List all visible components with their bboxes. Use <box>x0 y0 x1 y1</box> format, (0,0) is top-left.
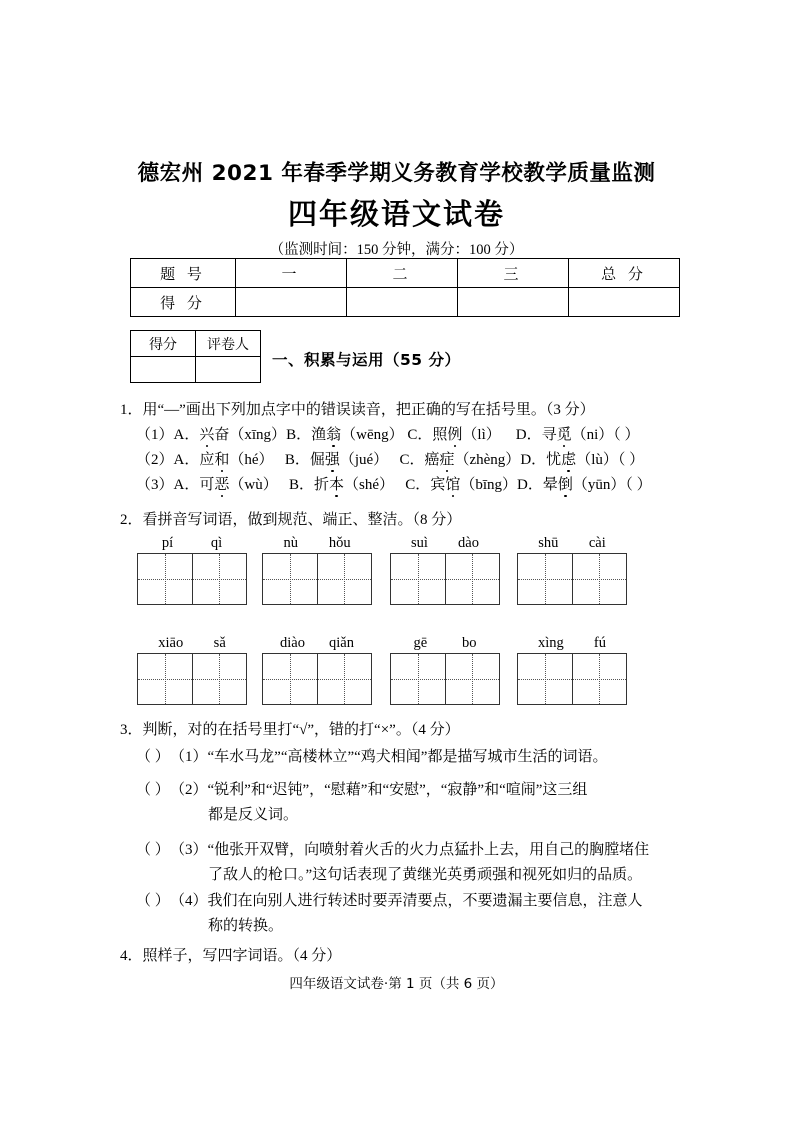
answer-blank[interactable]: （ ） <box>617 452 645 468</box>
writing-cell[interactable] <box>317 554 372 604</box>
item-text: “他张开双臂，向喷射着火舌的火力点猛扑上去，用自己的胸膛堵住 <box>207 842 650 858</box>
pinyin-group <box>517 633 627 705</box>
question-1-item-1 <box>136 423 640 448</box>
dotted-char: 兴 <box>199 427 215 443</box>
pinyin-syllable: qiǎn <box>329 635 354 651</box>
pinyin-grid-row-2 <box>0 633 793 713</box>
writing-grid[interactable] <box>390 553 500 605</box>
score-table-total-label: 总 分 <box>569 259 680 288</box>
option-label: B． <box>286 427 312 443</box>
dotted-char: 倒 <box>557 477 573 493</box>
pinyin-syllable: xiāo <box>158 635 184 651</box>
pinyin-syllable: dào <box>458 535 479 551</box>
dotted-char: 例 <box>447 427 463 443</box>
judge-blank[interactable]: （ ） <box>136 782 170 798</box>
pinyin-group <box>390 633 500 705</box>
question-1-stem: 1．用“—”画出下列加点字中的错误读音，把正确的写在括号里。（3 分） <box>120 402 595 418</box>
writing-cell[interactable] <box>192 554 247 604</box>
option-pinyin: （lù） <box>576 452 618 468</box>
option-word: 应 <box>199 452 215 468</box>
option-pinyin: （ni） <box>571 427 614 443</box>
option-pinyin: （wēng） <box>341 427 404 443</box>
writing-grid[interactable] <box>137 653 247 705</box>
option-pinyin: （lì） <box>462 427 501 443</box>
writing-grid[interactable] <box>137 553 247 605</box>
pinyin-syllable: pí <box>161 535 174 551</box>
dotted-char: 强 <box>324 452 340 468</box>
writing-cell[interactable] <box>192 654 247 704</box>
item-number: （3） <box>170 842 208 858</box>
pinyin-syllable: cài <box>588 535 606 551</box>
scorer-box <box>130 330 261 383</box>
option-word: 可 <box>199 477 215 493</box>
pinyin-syllable: qì <box>210 535 223 551</box>
item-number: （1） <box>136 427 174 443</box>
writing-cell[interactable] <box>445 554 500 604</box>
pinyin-group <box>517 533 627 605</box>
judge-blank[interactable]: （ ） <box>136 893 170 909</box>
score-table <box>130 258 680 317</box>
option-word: 晕 <box>542 477 558 493</box>
pinyin-label <box>517 633 627 653</box>
writing-cell[interactable] <box>138 654 192 704</box>
option-pinyin: （xīng） <box>229 427 287 443</box>
page-footer: 四年级语文试卷·第 1 页（共 6 页） <box>289 976 504 992</box>
scorer-box-marker-label: 评卷人 <box>196 331 261 357</box>
option-label: A． <box>173 427 200 443</box>
option-label: D． <box>517 477 543 493</box>
option-word: 渔 <box>311 427 327 443</box>
score-table-row-label: 题 号 <box>131 259 236 288</box>
question-1-item-2 <box>136 448 644 473</box>
option-pinyin: （wù） <box>229 477 278 493</box>
option-word: 照 <box>432 427 448 443</box>
item-text-cont: 了敌人的枪口。”这句话表现了黄继光英勇顽强和视死如归的品质。 <box>208 867 643 883</box>
judge-blank[interactable]: （ ） <box>136 749 170 765</box>
option-word: 癌 <box>424 452 440 468</box>
table-row <box>131 288 680 317</box>
judge-blank[interactable]: （ ） <box>136 842 170 858</box>
question-3-item-3 <box>136 838 649 888</box>
writing-grid[interactable] <box>262 553 372 605</box>
dotted-char: 本 <box>329 477 345 493</box>
pinyin-syllable: nù <box>283 535 298 551</box>
item-text: “锐利”和“迟钝”，“慰藉”和“安慰”，“寂静”和“喧闹”这三组 <box>207 782 588 798</box>
dotted-char: 觅 <box>556 427 572 443</box>
scorer-box-score-label: 得分 <box>131 331 196 357</box>
question-3-item-4 <box>136 889 643 939</box>
pinyin-syllable: suì <box>411 535 428 551</box>
pinyin-syllable: sǎ <box>213 635 226 651</box>
pinyin-group <box>137 633 247 705</box>
pinyin-label <box>262 633 372 653</box>
table-row <box>131 331 261 357</box>
option-pinyin: （zhèng） <box>454 452 521 468</box>
page-title: 德宏州 2021 年春季学期义务教育学校教学质量监测 <box>137 161 656 186</box>
pinyin-group <box>262 533 372 605</box>
writing-cell[interactable] <box>518 554 572 604</box>
pinyin-label <box>390 533 500 553</box>
item-text-cont: 都是反义词。 <box>208 807 299 823</box>
option-label: A． <box>173 452 200 468</box>
pinyin-syllable: xìng <box>538 635 564 651</box>
option-label: B． <box>284 452 310 468</box>
option-word: 奋 <box>214 427 230 443</box>
option-label: A． <box>173 477 200 493</box>
writing-cell[interactable] <box>317 654 372 704</box>
question-3-item-1 <box>136 745 607 770</box>
score-table-col-2: 二 <box>347 259 458 288</box>
item-number: （1） <box>170 749 208 765</box>
option-word: 寻 <box>541 427 557 443</box>
item-text-cont: 称的转换。 <box>208 918 284 934</box>
writing-cell[interactable] <box>572 554 627 604</box>
question-3-item-2 <box>136 778 587 828</box>
pinyin-syllable: fú <box>593 635 606 651</box>
writing-cell[interactable] <box>263 554 317 604</box>
question-1-item-3 <box>136 473 652 498</box>
option-pinyin: （yūn） <box>572 477 626 493</box>
option-pinyin: （jué） <box>339 452 389 468</box>
option-label: C． <box>407 427 433 443</box>
option-label: C． <box>399 452 425 468</box>
option-label: C． <box>405 477 431 493</box>
score-cell-total[interactable] <box>569 288 680 317</box>
exam-meta: （监测时间：150 分钟，满分：100 分） <box>269 242 524 258</box>
pinyin-label <box>390 633 500 653</box>
dotted-char: 虑 <box>561 452 577 468</box>
section-heading: 一、积累与运用（55 分） <box>272 351 461 369</box>
dotted-char: 翁 <box>326 427 342 443</box>
pinyin-syllable: diào <box>280 635 305 651</box>
pinyin-syllable: shū <box>538 535 559 551</box>
dotted-char: 和 <box>214 452 230 468</box>
pinyin-syllable: gē <box>413 635 428 651</box>
score-table-col-3: 三 <box>458 259 569 288</box>
writing-cell[interactable] <box>572 654 627 704</box>
scorer-box-marker-cell[interactable] <box>196 357 261 383</box>
pinyin-label <box>517 533 627 553</box>
dotted-char: 馆 <box>445 477 461 493</box>
option-word: 忧 <box>546 452 562 468</box>
answer-blank[interactable]: （ ） <box>613 427 640 443</box>
item-number: （4） <box>170 893 208 909</box>
score-cell-1[interactable] <box>236 288 347 317</box>
writing-grid[interactable] <box>517 653 627 705</box>
item-text: 我们在向别人进行转述时要弄清要点，不要遗漏主要信息，注意人 <box>207 893 643 909</box>
question-4-stem: 4．照样子，写四字词语。（4 分） <box>120 948 342 964</box>
score-cell-2[interactable] <box>347 288 458 317</box>
pinyin-group <box>137 533 247 605</box>
score-table-col-1: 一 <box>236 259 347 288</box>
writing-grid[interactable] <box>262 653 372 705</box>
pinyin-label <box>262 533 372 553</box>
answer-blank[interactable]: （ ） <box>625 477 652 493</box>
score-cell-3[interactable] <box>458 288 569 317</box>
option-label: D． <box>515 427 542 443</box>
item-number: （2） <box>170 782 208 798</box>
dotted-char: 恶 <box>214 477 230 493</box>
writing-cell[interactable] <box>391 654 445 704</box>
pinyin-group <box>262 633 372 705</box>
pinyin-grid-row-1 <box>0 533 793 613</box>
option-word: 宾 <box>430 477 446 493</box>
writing-cell[interactable] <box>518 654 572 704</box>
writing-cell[interactable] <box>263 654 317 704</box>
pinyin-syllable: bo <box>462 635 477 651</box>
option-word: 折 <box>314 477 330 493</box>
scorer-box-score-cell[interactable] <box>131 357 196 383</box>
pinyin-syllable: hǒu <box>328 535 351 551</box>
option-pinyin: （bīng） <box>460 477 517 493</box>
question-3-stem: 3．判断，对的在括号里打“√”，错的打“×”。（4 分） <box>120 722 460 738</box>
item-number: （3） <box>136 477 174 493</box>
pinyin-label <box>137 533 247 553</box>
item-text: “车水马龙”“高楼林立”“鸡犬相闻”都是描写城市生活的词语。 <box>207 749 608 765</box>
option-pinyin: （shé） <box>344 477 395 493</box>
question-2-stem: 2．看拼音写词语，做到规范、端正、整洁。（8 分） <box>120 512 462 528</box>
pinyin-group <box>390 533 500 605</box>
pinyin-label <box>137 633 247 653</box>
table-row <box>131 259 680 288</box>
dotted-char: 症 <box>439 452 455 468</box>
option-word: 倔 <box>309 452 325 468</box>
item-number: （2） <box>136 452 174 468</box>
writing-cell[interactable] <box>138 554 192 604</box>
writing-grid[interactable] <box>390 653 500 705</box>
table-row <box>131 357 261 383</box>
option-label: D． <box>520 452 547 468</box>
writing-cell[interactable] <box>391 554 445 604</box>
writing-cell[interactable] <box>445 654 500 704</box>
score-table-row-label-2: 得 分 <box>131 288 236 317</box>
page-subtitle: 四年级语文试卷 <box>287 199 505 231</box>
writing-grid[interactable] <box>517 553 627 605</box>
option-label: B． <box>288 477 314 493</box>
option-pinyin: （hé） <box>229 452 274 468</box>
